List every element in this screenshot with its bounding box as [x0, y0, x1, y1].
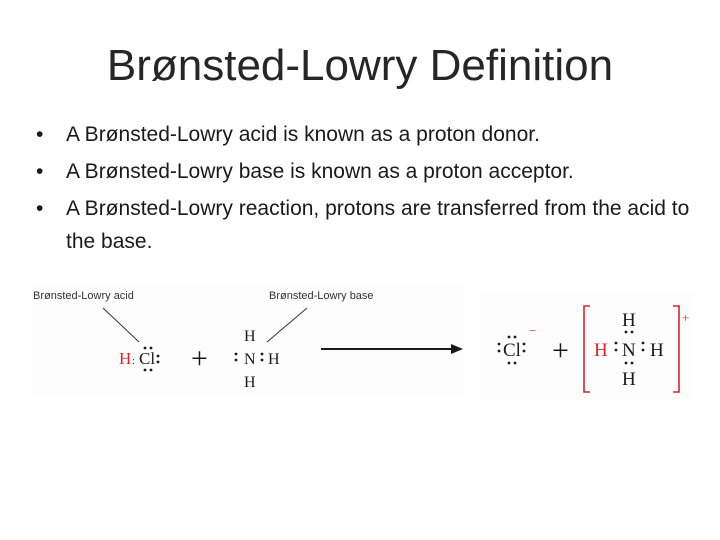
bullet-marker: •: [36, 197, 44, 220]
products-svg: [480, 292, 692, 400]
base-hydrogen-right: H: [268, 351, 280, 368]
chloride-charge: −: [529, 323, 537, 338]
base-hydrogen-bottom: H: [244, 374, 256, 391]
bullet-text: A Brønsted-Lowry reaction, protons are transferred from the acid to the base.: [66, 197, 690, 253]
plus-sign: +: [552, 334, 569, 367]
bullet-text: A Brønsted-Lowry base is known as a proton acceptor.: [66, 160, 574, 183]
reaction-arrow-head: [451, 344, 463, 354]
ammonium-hydrogen-right: H: [650, 340, 664, 361]
lone-pair-dot: [235, 359, 238, 362]
bullet-item: [36, 192, 696, 258]
lone-pair-dot: [523, 343, 526, 346]
bond-dot: [625, 362, 628, 365]
ammonium-charge: +: [682, 310, 690, 325]
bond-dot: [261, 359, 264, 362]
bond-dot: [261, 353, 264, 356]
lone-pair-dot: [514, 336, 517, 339]
lone-pair-dot: [150, 369, 153, 372]
bullet-list: [36, 118, 696, 262]
right-bracket: [673, 306, 679, 392]
bond-dot: [615, 342, 618, 345]
reactants-diagram: [31, 286, 464, 396]
slide-title: Brønsted-Lowry Definition: [106, 41, 614, 90]
base-pointer-line: [267, 308, 307, 342]
bullet-text: A Brønsted-Lowry acid is known as a proton donor.: [66, 123, 540, 146]
base-nitrogen: N: [244, 351, 256, 368]
lone-pair-dot: [514, 362, 517, 365]
lone-pair-dot: [150, 347, 153, 350]
bullet-marker: •: [36, 160, 44, 183]
left-bracket: [584, 306, 590, 392]
bond-dot: [631, 362, 634, 365]
bond-dot: [631, 331, 634, 334]
bond-dots: :: [132, 356, 135, 367]
lone-pair-dot: [523, 350, 526, 353]
bond-dot: [625, 331, 628, 334]
lone-pair-dot: [144, 347, 147, 350]
lone-pair-dot: [508, 336, 511, 339]
base-caption: Brønsted-Lowry base: [269, 290, 374, 302]
bullet-item: [36, 155, 696, 188]
bond-dot: [615, 349, 618, 352]
ammonium-hydrogen-left: H: [594, 340, 608, 361]
ammonium-hydrogen-bottom: H: [622, 369, 636, 390]
lone-pair-dot: [144, 369, 147, 372]
reactants-svg: [31, 286, 464, 396]
ammonium-hydrogen-top: H: [622, 310, 636, 331]
bullet-item: [36, 118, 696, 151]
base-hydrogen-top: H: [244, 328, 256, 345]
acid-caption: Brønsted-Lowry acid: [33, 290, 134, 302]
lone-pair-dot: [498, 343, 501, 346]
lone-pair-dot: [508, 362, 511, 365]
bond-dot: [642, 342, 645, 345]
lone-pair-dot: [157, 355, 160, 358]
chloride-atom: Cl: [503, 340, 521, 361]
plus-sign: +: [191, 342, 208, 375]
products-diagram: [480, 292, 692, 400]
bullet-marker: •: [36, 123, 44, 146]
acid-pointer-line: [103, 308, 139, 342]
lone-pair-dot: [498, 350, 501, 353]
lone-pair-dot: [157, 361, 160, 364]
acid-hydrogen: H: [119, 349, 132, 368]
ammonium-nitrogen: N: [622, 340, 636, 361]
bond-dot: [642, 349, 645, 352]
lone-pair-dot: [235, 353, 238, 356]
acid-chlorine: Cl: [139, 349, 156, 368]
